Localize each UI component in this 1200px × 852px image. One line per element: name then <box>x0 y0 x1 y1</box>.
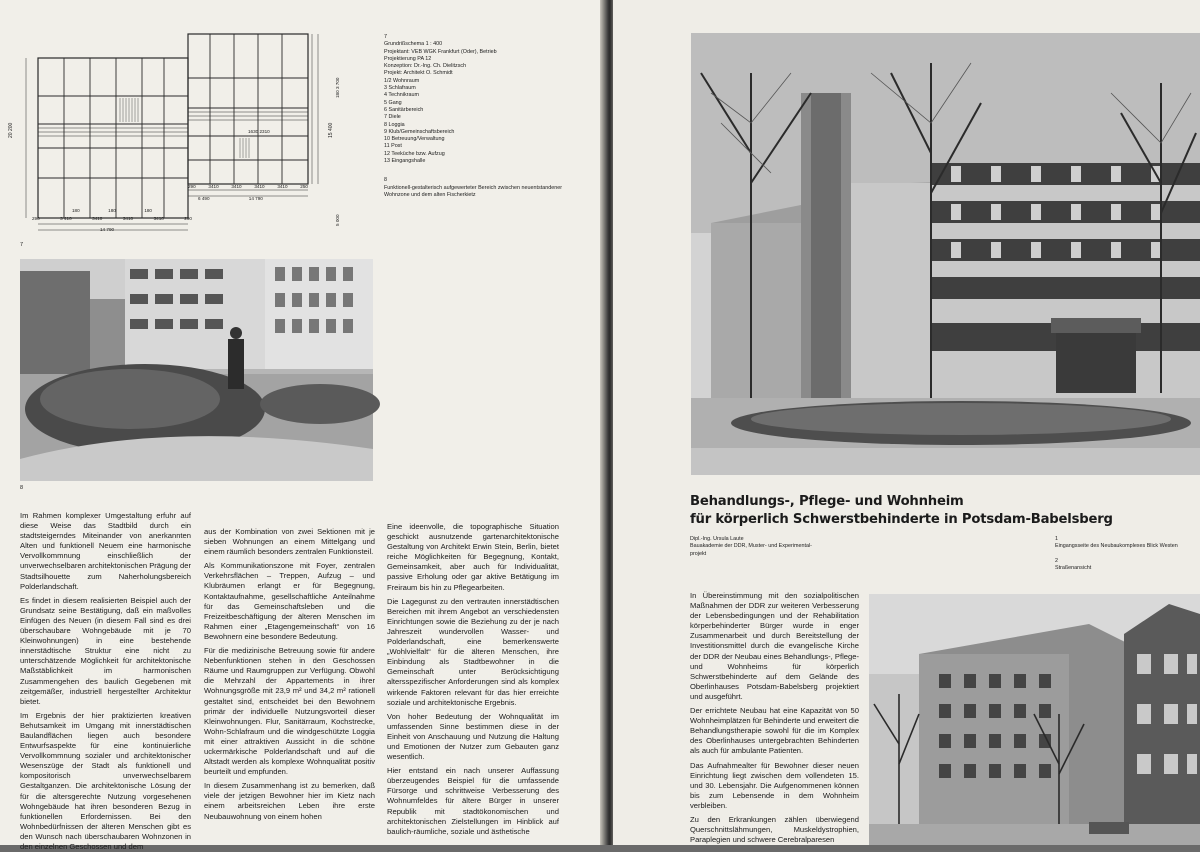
paragraph: Im Rahmen komplexer Umgestaltung erfuhr auf diese Weise das Stadtbild durch ein stadtsteigerndes Miteinander von anerkannten Alten und funktionell Neuem eine harmonische Vervollkommnung einschließlich der unverwechselbaren architektonischen Prägung der Stadtsilhouette zum Naherholungsbereich Polderlandschaft. <box>20 511 191 591</box>
plan-caption-line: Grundrißschema 1 : 400 <box>384 41 443 48</box>
plan-dim-label: 3410 <box>153 216 164 221</box>
author-affiliation: Bauakademie der DDR, Muster- und Experimental- <box>690 543 812 550</box>
plan-dim-side: 180 3 700 <box>335 77 340 98</box>
paragraph: aus der Kombination von zwei Sektionen mit je sieben Wohnungen an einem Mittelgang und einem räumlich besonders zentralen Funktionsteil. <box>204 527 375 557</box>
plan-dim-upper-row-2 <box>188 196 308 201</box>
left-column-2 <box>204 527 375 845</box>
street-view-photo <box>869 594 1200 845</box>
paragraph: Zu den Erkrankungen zählen überwiegend Querschnittslähmungen, Muskeldystrophien, Paraplegien und schwere Cerebralparesen <box>690 814 859 845</box>
plan-dim-total-left: 14 790 <box>100 227 115 232</box>
caption-number: 2 <box>1055 557 1058 564</box>
paragraph: Von hoher Bedeutung der Wohnqualität im umfassenden Sinne bestimmen diese in der Einheit von Anschauung und Nutzung die Haltung und Emotionen der Nutzer zum Gebauten ganz wesentlich. <box>387 711 559 762</box>
plan-dim-label: 3410 <box>208 184 219 189</box>
caption-text: Eingangsseite des Neubaukomplexes Blick Westen <box>1055 543 1178 550</box>
paragraph: Das Aufnahmealter für Bewohner dieser neuen Einrichtung liegt zwischen dem vollendeten 15. und 30. Lebensjahr. Die Aufgenommenen können bis zum Lebensende in dem Wohnheim verbleiben. <box>690 760 859 810</box>
paragraph: Die Lagegunst zu den vertrauten innerstädtischen Bereichen mit ihrem Angebot an verschiedensten Einrichtungen sowie die Beziehung zu der je nach Jahreszeit wundervollen Wasser- und Polderlandschaft, eine bemerkenswerte „Wohlvielfalt“ für die älteren Menschen, ihre Einbindung als Stadtbewohner in die Gemeinschaft unter Berücksichtigung altersspezifischer Anforderungen sind als komplex wirkende Faktoren relevant für das hier erreichte soziale und architektonische Ergebnis. <box>387 596 559 707</box>
paragraph: Für die medizinische Betreuung sowie für andere Nebenfunktionen stehen in den Geschossen Räume und Raumgruppen zur Verfügung. Obwohl die Mehrzahl der Appartements in ihrer Wohnungsgröße mit 23,9 m² und 34,2 m² rationell gestaltet sind, entscheidet bei den Bewohnern primär der individuelle Nutzungsvorteil dieser Kleinwohnungen. Flur, Sanitärraum, Kochstrecke, Wohn-Schlafraum und die windgeschützte Loggia mit einer attraktiven Aussicht in die schöne uckermärkische Polderlandschaft und auf die Altstadt werden als komplexe Wohnqualität positiv beurteilt und empfunden. <box>204 646 375 777</box>
plan-dim-label: 290 <box>32 216 40 221</box>
photo-caption-number: 8 <box>384 177 387 184</box>
figure-number-photo: 8 <box>20 485 24 491</box>
plan-legend-item: 7 Diele <box>384 114 401 121</box>
plan-legend-item: 9 Klub/Gemeinschaftsbereich <box>384 128 455 135</box>
left-column-3 <box>387 522 559 845</box>
plan-legend-item: 11 Post <box>384 143 402 150</box>
paragraph: Eine ideenvolle, die topographische Situation geschickt ausnutzende gartenarchitektonische Gestaltung von Architekt Erwin Stein, Berlin, bietet reiche Möglichkeiten für Begegnung, Kontakt, Gemeinsamkeit, aber auch für Individualität, passive Erholung oder gar aktive Betätigung im Freiraum bis hin zu Pflegearbeiten. <box>387 522 559 592</box>
headline-line-1: Behandlungs-, Pflege- und Wohnheim <box>690 494 964 509</box>
plan-dim-label: 3410 <box>231 184 242 189</box>
paragraph: In diesem Zusammenhang ist zu bemerken, daß viele der jetzigen Bewohner hier im Kietz nach einem arbeitsreichen Leben ihre erste Neubauwohnung von einem hohen <box>204 781 375 821</box>
building-photo-west <box>691 33 1200 475</box>
right-page <box>613 0 1200 845</box>
paragraph: Als Kommunikationszone mit Foyer, zentralen Verkehrsflächen – Treppen, Aufzug – und Klubräumen erlangt er für Begegnung, Kontaktaufnahme, gesellschaftliche Anteilnahme für das Gemeinschaftsleben und die Freizeitbeschäftigung der älteren Menschen im Rahmen einer „Etagengemeinschaft“ von 16 Bewohnern eine besondere Bedeutung. <box>204 561 375 641</box>
plan-dim-label: 3410 <box>277 184 288 189</box>
plan-dim-bottom-row <box>32 216 192 221</box>
left-column-1 <box>20 511 191 851</box>
plan-dim-total-right: 14 790 <box>248 196 263 201</box>
author-name: Dipl.-Ing. Ursula Laute <box>690 536 744 542</box>
article-headline <box>690 493 1113 529</box>
plan-dim-side-2: 5 000 <box>335 214 340 226</box>
plan-dim-left: 20 200 <box>8 122 14 138</box>
plan-legend-item: 8 Loggia <box>384 121 405 128</box>
floor-plan-drawing <box>12 28 378 238</box>
plan-caption <box>384 34 564 199</box>
plan-dim-label: 290 <box>184 216 192 221</box>
plan-caption-line: Projektierung PA 12 <box>384 55 432 62</box>
headline-line-2: für körperlich Schwerstbehinderte in Potsdam-Babelsberg <box>690 512 1113 527</box>
plan-dim-label: 3410 <box>122 216 134 221</box>
author-block <box>690 536 890 558</box>
plan-legend-item: 13 Eingangshalle <box>384 158 426 165</box>
figure-captions <box>1055 536 1195 572</box>
plan-dim-bottom-row-2 <box>72 208 152 213</box>
plan-dim-label: 3410 <box>92 216 103 221</box>
plan-dim-label: 6 490 <box>198 196 210 201</box>
caption-text: Straßenansicht <box>1055 564 1092 571</box>
paragraph: In Übereinstimmung mit den sozialpolitischen Maßnahmen der DDR zur weiteren Verbesserung der Lebensbedingungen und der Rehabilitation körperbehinderter Bürger wurde in enger Zusammenarbeit und durch Bereitstellung der Investitionsmittel durch die evangelische Kirche der DDR der Neubau eines Behandlungs-, Pflege- und Wohnheims für körperlich Schwerstbehinderte auf dem Gelände des Oberlinhauses Potsdam-Babelsberg projektiert und ausgeführt. <box>690 591 859 701</box>
plan-dim-label: 180 <box>72 208 80 213</box>
right-column-1 <box>690 591 859 845</box>
plan-dim-label: 180 <box>108 208 116 213</box>
plan-dim-label: 180 <box>144 208 152 213</box>
plan-dim-mid: 1630 2310 <box>248 129 270 134</box>
plan-caption-line: Projektant: VEB WGK Frankfurt (Oder), Betrieb <box>384 48 497 55</box>
plan-legend-item: 3 Schlafraum <box>384 85 416 92</box>
plan-caption-line: Konzeption: Dr.-Ing. Ch. Dielitzsch <box>384 63 467 70</box>
paragraph: Hier entstand ein nach unserer Auffassung überzeugendes Beispiel für die umfassende Fürsorge und schrittweise Verbesserung des Wohnumfeldes für ältere Bürger in unserer Republik mit stadtökonomischen und architektonischen Zielstellungen im Hinblick auf baulich-räumliche, soziale und ästhetische <box>387 766 559 836</box>
plan-legend-item: 10 Betreuung/Verwaltung <box>384 136 445 143</box>
plan-caption-line: Projekt: Architekt O. Schmidt <box>384 70 453 77</box>
plan-caption-number: 7 <box>384 34 387 40</box>
paragraph: Im Ergebnis der hier praktizierten kreativen Behutsamkeit im Umgang mit innerstädtischen Baulandflächen liegen auch besondere Entwurfsaspekte für eine kontinuierliche Vervollkommnung sozialer und architektonischer Wesenszüge der Stadt als funktionell und kompositorisch unverwechselbarem Gestaltganzen. Die architektonische Lösung der für die altersgerechte Nutzung vorgesehenen Wohngebäude hat ihren besonderen Bezug in funktionellen Erfordernissen. Bei den Wohnbedürfnissen der älteren Menschen gibt es den Wunsch nach überschaubaren Wohnzonen in den einzelnen Geschossen und dem <box>20 710 191 851</box>
caption-number: 1 <box>1055 536 1058 542</box>
author-affiliation: projekt <box>690 550 707 557</box>
plan-dim-label: 290 <box>188 184 196 189</box>
plan-legend-item: 5 Gang <box>384 99 402 106</box>
plan-dim-upper-row <box>188 184 308 189</box>
photo-caption-text: Funktionell-gestalterisch aufgewerteter Bereich zwischen neuentstandener Wohnzone und dem alten Fischerkietz <box>384 184 562 198</box>
plan-legend-item: 6 Sanitärbereich <box>384 106 424 113</box>
paragraph: Es findet in diesem realisierten Beispiel auch der Grundsatz seine Bestätigung, daß ein maßvolles Einfügen des Neuen (in diesem Fall sind es drei überschaubare Wohngebäude mit je 70 Kleinwohnungen) in eine bestehende innerstädtische Struktur eine nicht zu unterschätzende Möglichkeit für architektonische Maßstäblichkeit im harmonischen Zusammengehen des baulich Gegebenen mit zeitgemäßer, industriell hergestellter Architektur bietet. <box>20 595 191 706</box>
figure-number-plan: 7 <box>20 242 24 248</box>
floor-plan <box>8 28 378 238</box>
garden-photo <box>20 259 373 481</box>
plan-dim-label: 3 410 <box>60 216 72 221</box>
plan-legend-item: 12 Teeküche bzw. Aufzug <box>384 150 445 157</box>
plan-dim-label: 250 <box>300 184 308 189</box>
plan-legend-item: 4 Technikraum <box>384 92 419 99</box>
paragraph: Der errichtete Neubau hat eine Kapazität von 50 Wohnheimplätzen für Behinderte und erweitert die Behandlungstherapie sowohl für die im Komplex des Oberlinhauses untergebrachten Behinderten als auch für ambulante Patienten. <box>690 706 859 756</box>
plan-dim-label: 3410 <box>254 184 265 189</box>
plan-legend-item: 1/2 Wohnraum <box>384 77 420 84</box>
plan-dim-right: 15 400 <box>328 122 334 138</box>
